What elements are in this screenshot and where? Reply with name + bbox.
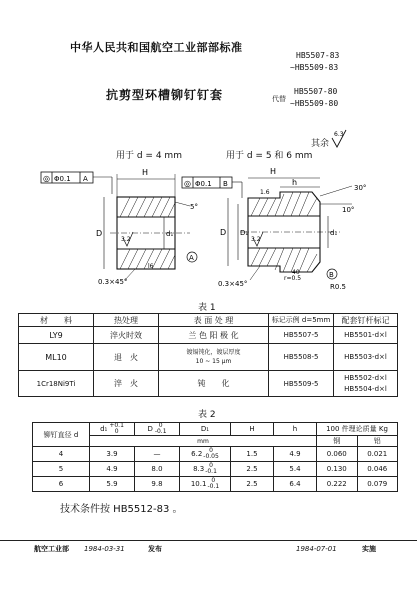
table2-header-h: h <box>274 423 317 436</box>
right-datum-letter: B <box>223 180 228 188</box>
right-dim-H: H <box>270 167 277 176</box>
right-dim-d1: d₁ <box>330 229 338 237</box>
right-dim-D1: D₁ <box>240 229 249 237</box>
table2-header-H: H <box>231 423 274 436</box>
table1-header: 热处理 <box>94 314 159 327</box>
left-dim-H: H <box>142 168 149 177</box>
left-datum-letter: A <box>83 175 88 183</box>
right-dim-r: r=0.5 <box>284 275 302 282</box>
left-dim-d1: d₁ <box>166 230 174 238</box>
dimension-table: 铆钉直径 d d₁ +0.1 0 D 0 -0.1 D₁ H h 100 件理论质量 Kg mm 钢 铝 4 3.9 — 6.2 0 -0.05 1.5 4.9 0.060 0.021 5 4.9 8.0 8.3 0 -0.1 2.5 5.4 0.130 0.046 6 5.9 9.8 10.1 0 -0.1 2.5 6.4 0.222 0.079 <box>32 422 398 492</box>
table2-header-alu: 铝 <box>357 436 398 447</box>
standard-number-range: ~HB5509-83 <box>290 63 339 72</box>
table1-header: 标记示例 d=5mm <box>269 314 334 327</box>
left-figure-caption: 用于 d = 4 mm <box>116 151 182 161</box>
table-row: 4 3.9 — 6.2 0 -0.05 1.5 4.9 0.060 0.021 <box>33 447 398 462</box>
technical-conditions-note: 技术条件按 HB5512-83 。 <box>60 504 183 515</box>
right-dim-h: h <box>292 178 298 187</box>
table2-header-diameter: 铆钉直径 d <box>33 423 90 447</box>
right-dim-D: D <box>220 228 227 237</box>
table1-header: 配套钉杆标记 <box>334 314 398 327</box>
left-dim-D: D <box>96 229 103 238</box>
right-dim-16: 1.6 <box>260 189 270 196</box>
right-angle-10: 10° <box>342 206 355 214</box>
concentricity-icon: ◎ <box>184 179 191 188</box>
table-row: 6 5.9 9.8 10.1 0 -0.1 2.5 6.4 0.222 0.079 <box>33 477 398 492</box>
right-dim-40: 40 <box>292 269 300 276</box>
left-chamfer: 0.3×45° <box>98 278 128 286</box>
concentricity-icon: ◎ <box>43 174 50 183</box>
table-row: 5 4.9 8.0 8.3 0 -0.1 2.5 5.4 0.130 0.046 <box>33 462 398 477</box>
standard-number: HB5507-83 <box>296 51 340 60</box>
material-table <box>18 313 398 397</box>
table-row: 1Cr18Ni9Ti 淬 火 钝 化 HB5509-5 HB5502-d×l HB5504-d×l <box>19 371 398 397</box>
right-chamfer: 0.3×45° <box>218 280 248 288</box>
table-row: ML10 退 火 镀镉钝化，镀层厚度 10 ~ 15 μm HB5508-5 HB5503-d×l <box>19 344 398 371</box>
replace-label: 代替 <box>272 95 286 103</box>
replaces-standard-range: ~HB5509-80 <box>290 99 339 108</box>
left-angle: 5° <box>190 203 198 211</box>
roughness-rest-label: 其余 <box>311 139 330 149</box>
left-dim-l: l6 <box>148 263 154 270</box>
table2-header-steel: 钢 <box>317 436 358 447</box>
right-section-drawing <box>180 162 380 297</box>
table2-unit-mm: mm <box>90 436 317 447</box>
table-row: LY9 淬火时效 兰 色 阳 极 化 HB5507-5 HB5501-d×l <box>19 327 398 344</box>
table2-header-D1: D₁ <box>180 423 231 436</box>
right-dim-R: R0.5 <box>330 283 346 291</box>
replaces-standard: HB5507-80 <box>294 87 338 96</box>
right-figure-caption: 用于 d = 5 和 6 mm <box>226 151 313 161</box>
footer-issuer: 航空工业部 <box>34 545 69 553</box>
left-datum-marker: A <box>189 254 194 262</box>
table1-header: 表 面 处 理 <box>159 314 269 327</box>
table1-header: 材 料 <box>19 314 94 327</box>
footer-impl-date: 1984-07-01 <box>296 545 337 553</box>
right-roughness: 3.2 <box>251 236 261 243</box>
footer-rule <box>0 540 417 541</box>
right-tolerance-value: Φ0.1 <box>195 180 212 188</box>
right-datum-marker: B <box>329 271 334 279</box>
footer-issue-date: 1984-03-31 <box>84 545 125 553</box>
table1-caption: 表 1 <box>198 303 216 313</box>
right-angle-30: 30° <box>354 184 367 192</box>
roughness-symbol <box>330 128 350 150</box>
roughness-rest-value: 6.3 <box>334 131 344 138</box>
footer-impl-label: 实施 <box>362 545 376 553</box>
table2-caption: 表 2 <box>198 410 216 420</box>
left-roughness: 3.2 <box>121 236 131 243</box>
left-tolerance-value: Φ0.1 <box>54 175 71 183</box>
footer-issue-label: 发布 <box>148 545 162 553</box>
document-title: 抗剪型环槽铆钉钉套 <box>106 88 224 102</box>
issuing-org: 中华人民共和国航空工业部部标准 <box>70 41 243 54</box>
